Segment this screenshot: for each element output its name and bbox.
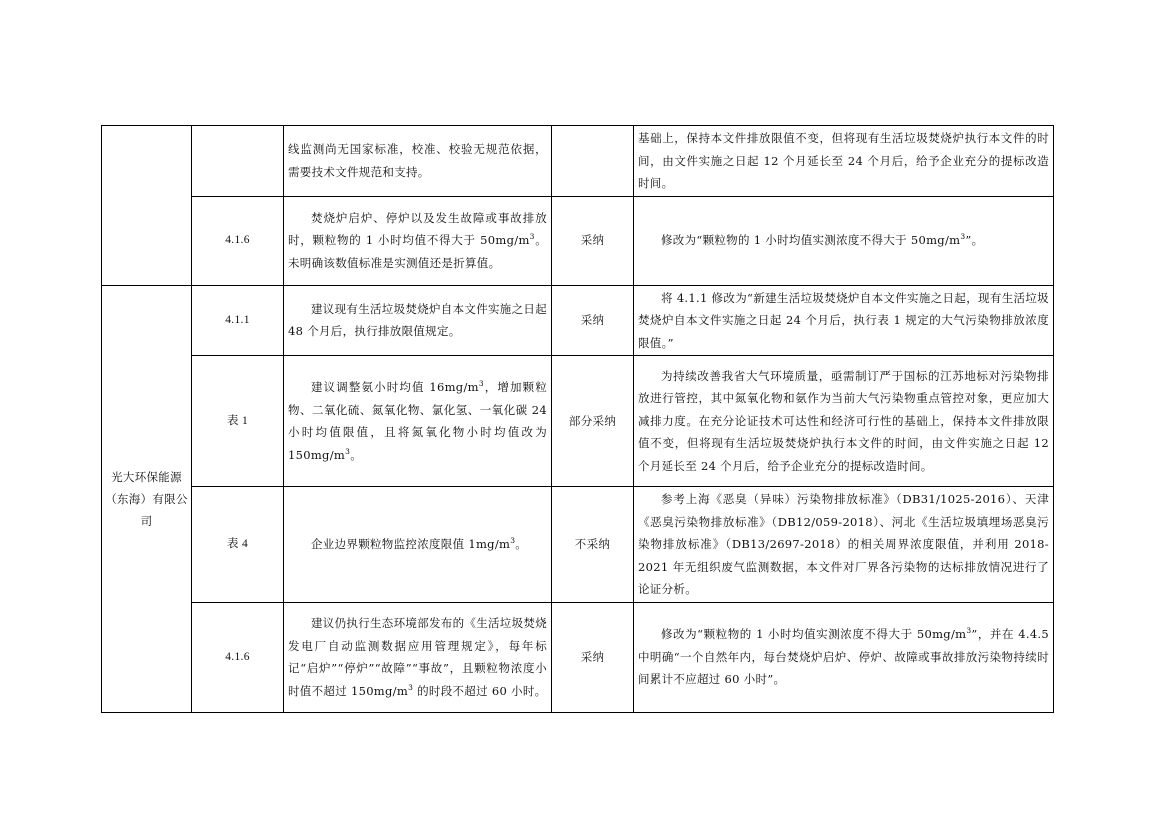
result-text: 修改为“颗粒物的 1 小时均值实测浓度不得大于 50mg/m <box>661 627 967 642</box>
opinion-cell <box>284 126 552 197</box>
status-cell: 采纳 <box>552 602 634 712</box>
clause-cell <box>192 126 284 197</box>
status-cell: 部分采纳 <box>552 356 634 487</box>
opinion-text-tail: 。未明确该数值标准是实测值还是折算值。 <box>288 233 547 270</box>
clause-cell: 表 1 <box>192 356 284 487</box>
opinion-text: 建议调整氨小时均值 16mg/m <box>311 380 479 394</box>
superscript: 3 <box>408 682 414 692</box>
result-cell <box>634 285 1054 356</box>
opinion-cell <box>284 602 552 712</box>
clause-cell: 4.1.6 <box>192 196 284 285</box>
opinion-text-tail: 。 <box>350 447 362 462</box>
opinion-text-tail: 。 <box>515 537 528 551</box>
result-text: 修改为“颗粒物的 1 小时均值实测浓度不得大于 50mg/m <box>661 233 961 248</box>
status-cell <box>552 126 634 197</box>
opinion-text: 焚烧炉启炉、停炉以及发生故障或事故排放时，颗粒物的 1 小时均值不得大于 50mg/m <box>288 210 547 248</box>
result-cell <box>634 356 1054 487</box>
clause-cell: 表 4 <box>192 487 284 603</box>
superscript: 3 <box>960 232 966 242</box>
superscript: 3 <box>529 232 535 242</box>
status-cell: 采纳 <box>552 285 634 356</box>
result-text-tail: ”。 <box>965 233 984 248</box>
opinion-text: 建议仍执行生态环境部发布的《生活垃圾焚烧发电厂自动监测数据应用管理规定》，每年标记“启炉”“停炉”“故障”“事故”，且颗粒物浓度小时值不超过 150mg/m <box>288 616 547 698</box>
table-row <box>102 126 1054 197</box>
table-row <box>102 487 1054 603</box>
result-text: 将 4.1.1 修改为“新建生活垃圾焚烧炉自本文件实施之日起，现有生活垃圾焚烧炉自本文件实施之日起 24 个月后，执行表 1 规定的大气污染物排放浓度限值。” <box>638 290 1049 350</box>
status-cell: 不采纳 <box>552 487 634 603</box>
organization-cell <box>102 126 192 286</box>
result-text-tail: ”，并在 4.4.5 中明确“一个自然年内，每台焚烧炉启炉、停炉、故障或事故排放污染物持续时间累计不应超过 60 小时”。 <box>638 627 1050 687</box>
opinion-cell <box>284 487 552 603</box>
opinion-text: 建议现有生活垃圾焚烧炉自本文件实施之日起 48 个月后，执行排放限值规定。 <box>288 301 547 339</box>
result-cell <box>634 487 1054 603</box>
opinion-text: 企业边界颗粒物监控浓度限值 1mg/m <box>311 537 511 551</box>
result-text: 参考上海《恶臭（异味）污染物排放标准》（DB31/1025-2016）、天津《恶臭污染物排放标准》（DB12/059-2018）、河北《生活垃圾填埋场恶臭污染物排放标准》（DB13/2697-2018）的相关周界浓度限值，并利用 2018-2021 年无组织废气监测数据，本文件对厂界各污染物的达标排放情况进行了论证分析。 <box>638 492 1049 596</box>
table-row <box>102 285 1054 356</box>
result-text: 基础上，保持本文件排放限值不变，但将现有生活垃圾焚烧炉执行本文件的时间，由文件实施之日起 12 个月延长至 24 个月后，给予企业充分的提标改造时间。 <box>638 131 1049 190</box>
superscript: 3 <box>478 379 484 389</box>
opinion-text-tail: 的时段不超过 60 小时。 <box>413 683 547 698</box>
opinion-cell <box>284 196 552 285</box>
comments-table <box>101 125 1054 713</box>
superscript: 3 <box>966 626 972 636</box>
clause-cell: 4.1.1 <box>192 285 284 356</box>
opinion-cell <box>284 356 552 487</box>
result-cell <box>634 602 1054 712</box>
status-cell: 采纳 <box>552 196 634 285</box>
result-cell <box>634 126 1054 197</box>
superscript: 3 <box>510 536 516 546</box>
opinion-cell <box>284 285 552 356</box>
organization-cell: 光大环保能源（东海）有限公司 <box>102 285 192 712</box>
table-row <box>102 196 1054 285</box>
table-row <box>102 356 1054 487</box>
clause-cell: 4.1.6 <box>192 602 284 712</box>
table-row <box>102 602 1054 712</box>
superscript: 3 <box>345 446 351 456</box>
result-text: 为持续改善我省大气环境质量，亟需制订严于国标的江苏地标对污染物排放进行管控，其中氮氧化物和氨作为当前大气污染物重点管控对象，更应加大减排力度。在充分论证技术可达性和经济可行性的基础上，保持本文件排放限值不变，但将现有生活垃圾焚烧炉执行本文件的时间，由文件实施之日起 12 个月延长至 24 个月后，给予企业充分的提标改造时间。 <box>638 368 1049 473</box>
opinion-text-middle: ，增加颗粒物、二氧化硫、氮氧化物、氯化氢、一氧化碳 24 小时均值限值，且将氮氧化物小时均值改为 150mg/m <box>288 380 547 462</box>
result-cell <box>634 196 1054 285</box>
opinion-text: 线监测尚无国家标准，校准、校验无规范依据，需要技术文件规范和支持。 <box>288 142 547 179</box>
